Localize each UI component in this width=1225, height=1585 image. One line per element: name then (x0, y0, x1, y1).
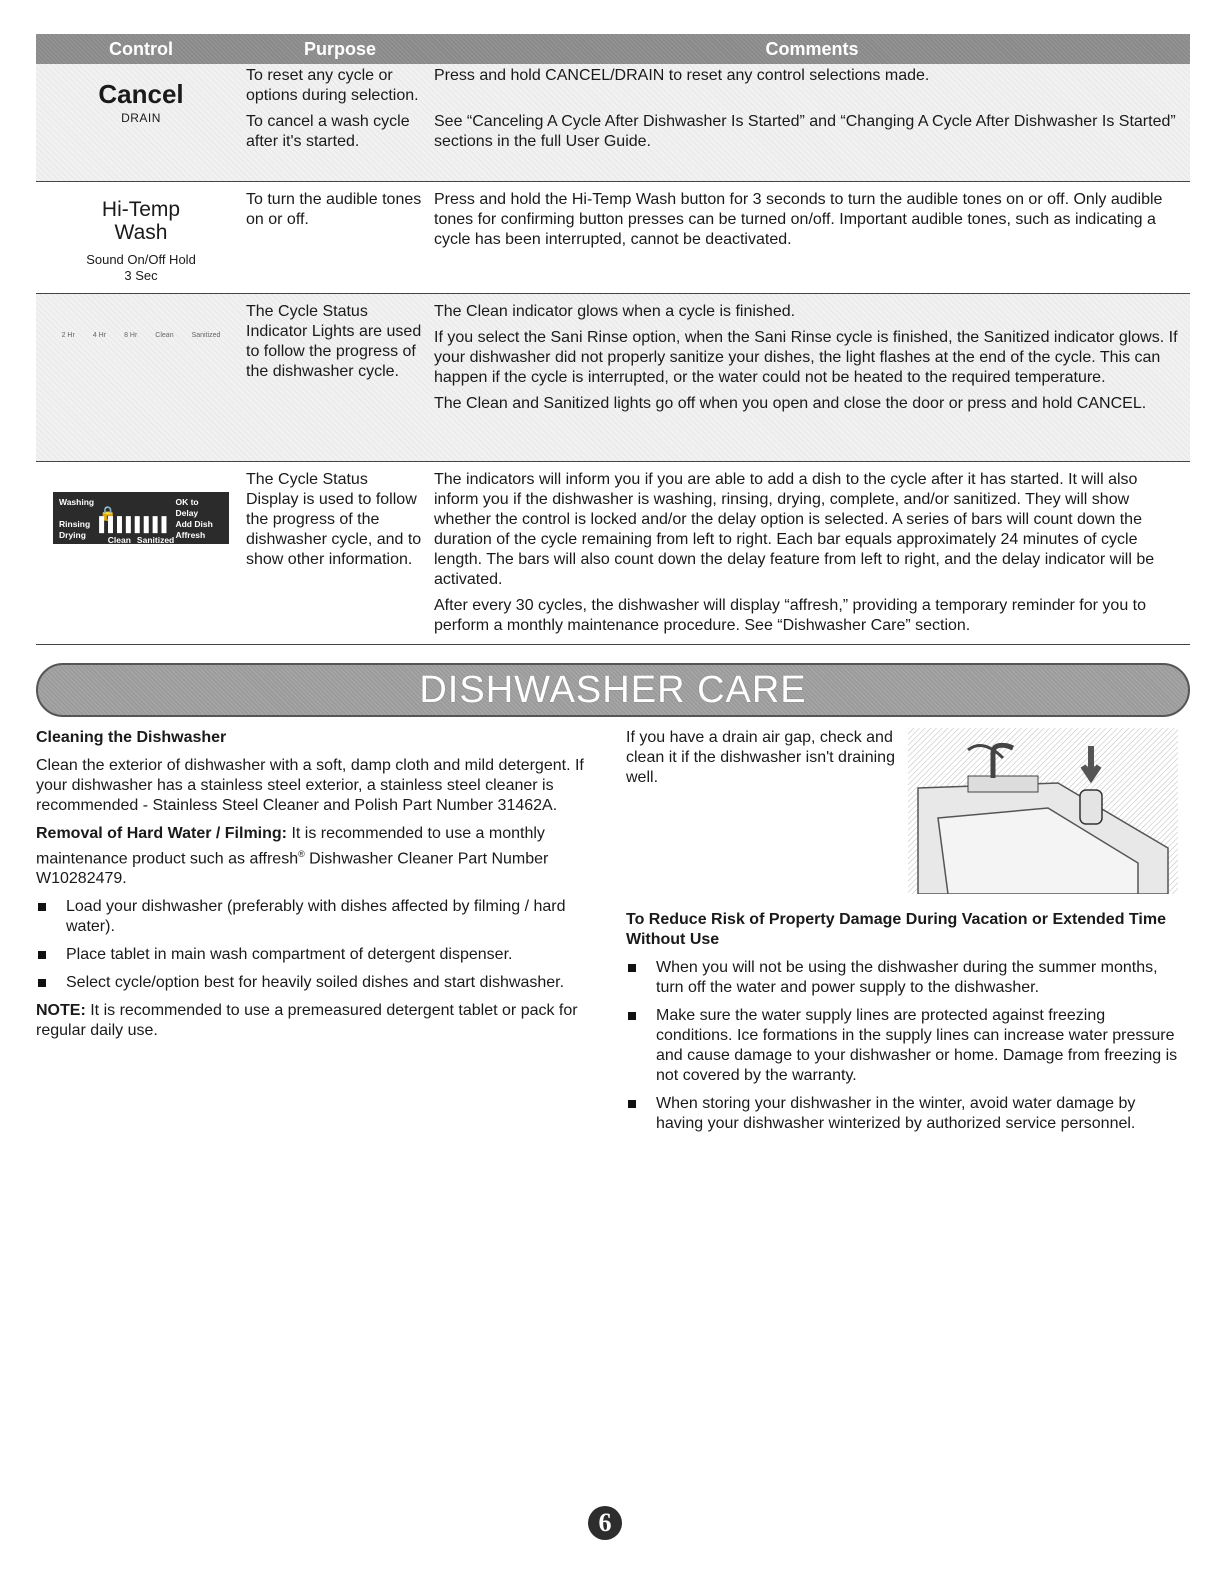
hard-water-para (36, 824, 596, 889)
comments-cell (434, 64, 1190, 181)
purpose-text: To turn the audible tones on or off. (246, 191, 422, 228)
hard-water-label: Removal of Hard Water / Filming: (36, 825, 287, 842)
table-row-indicator-lights (36, 294, 1190, 462)
cleaning-para: Clean the exterior of dishwasher with a soft, damp cloth and mild detergent. If your dishwasher has a stainless steel exterior, a stainless steel cleaner is recommended - Stainless Steel Cleaner and Polish Part Number 31462A. (36, 757, 584, 814)
list-item: Make sure the water supply lines are protected against freezing conditions. Ice formations in the supply lines can increase water pressure and cause damage to your dishwasher or home. Damage from freezing is not covered by the warranty. (626, 1006, 1186, 1086)
indicator-clean: Clean (155, 332, 174, 339)
purpose-text: To reset any cycle or options during selection. (246, 67, 419, 104)
header-comments: Comments (765, 38, 859, 59)
comments-cell (434, 182, 1190, 293)
display-affresh: Affresh (175, 530, 206, 540)
display-ok-to-delay: OK to Delay (175, 497, 199, 518)
table-row-hi-temp (36, 182, 1190, 294)
list-item: Select cycle/option best for heavily soiled dishes and start dishwasher. (36, 973, 596, 993)
care-right-column (626, 728, 1186, 1142)
display-bottom-labels (36, 530, 246, 550)
note-para (36, 1001, 596, 1041)
comment-text: See “Canceling A Cycle After Dishwasher Is Started” and “Changing A Cycle After Dishwasher Is Started” sections in the full User Guide. (434, 113, 1176, 150)
table-row-status-display (36, 462, 1190, 645)
list-item: Place tablet in main wash compartment of detergent dispenser. (36, 945, 596, 965)
comment-text: If you select the Sani Rinse option, when the Sani Rinse cycle is finished, the Sanitized indicator glows. If your dishwasher did not properly sanitize your dishes, the light flashes at the end of the cycle. This can happen if the cycle is interrupted, or the water could not be heated to the required temperature. (434, 329, 1178, 386)
indicator-lights (36, 326, 246, 346)
comment-text: The indicators will inform you if you are able to add a dish to the cycle after it has started. It will also inform you if the dishwasher is washing, rinsing, drying, complete, and/or sanitized. They will show whether the control is locked and/or the delay option is selected. A series of bars will count down the duration of the cycle remaining from left to right. Each bar equals approximately 24 minutes of cycle length. The bars will also count down the delay feature from left to right, and the delay indicator will be activated. (434, 471, 1155, 588)
control-cell (36, 64, 246, 181)
banner-title: DISHWASHER CARE (419, 668, 807, 711)
list-item: When storing your dishwasher in the winter, avoid water damage by having your dishwasher winterized by authorized service personnel. (626, 1094, 1186, 1134)
air-gap-text: If you have a drain air gap, check and clean it if the dishwasher isn't draining well. (626, 729, 895, 786)
hi-temp-control-sub: Sound On/Off Hold 3 Sec (86, 252, 196, 283)
cleaning-section (36, 728, 596, 1049)
cancel-control-name: Cancel (98, 79, 184, 109)
comments-cell (434, 462, 1190, 644)
hard-water-text-b: Dishwasher Cleaner Part Number W10282479. (36, 850, 549, 888)
table-row-cancel (36, 64, 1190, 182)
comment-text: Press and hold CANCEL/DRAIN to reset any control selections made. (434, 67, 930, 84)
display-clean: Clean (107, 535, 131, 545)
indicator-2hr: 2 Hr (61, 332, 75, 339)
display-drying: Drying (59, 530, 86, 540)
cancel-control-sub: DRAIN (121, 111, 161, 125)
section-banner (36, 663, 1190, 717)
purpose-cell (246, 462, 434, 644)
purpose-text: To cancel a wash cycle after it's started. (246, 113, 410, 150)
cleaning-heading: Cleaning the Dishwasher (36, 729, 227, 746)
control-table (36, 34, 1190, 645)
comment-text: The Clean and Sanitized lights go off when you open and close the door or press and hold CANCEL. (434, 395, 1147, 412)
indicator-sanitized: Sanitized (191, 332, 221, 339)
hard-water-steps (36, 897, 596, 993)
purpose-cell (246, 64, 434, 181)
header-control: Control (109, 38, 173, 59)
control-cell (36, 294, 246, 461)
header-purpose: Purpose (303, 38, 377, 59)
sink-air-gap-illustration (908, 728, 1178, 894)
note-text: It is recommended to use a premeasured detergent tablet or pack for regular daily use. (36, 1002, 578, 1040)
purpose-text: The Cycle Status Display is used to follow the progress of the dishwasher cycle, and to show other information. (246, 471, 422, 568)
comment-text: Press and hold the Hi-Temp Wash button for 3 seconds to turn the audible tones on or off. Only audible tones for confirming button presses can be turned on/off. Important audible tones, such as indicating a cycle has been interrupted, cannot be deactivated. (434, 191, 1163, 248)
list-item: Load your dishwasher (preferably with dishes affected by filming / hard water). (36, 897, 596, 937)
display-rinsing: Rinsing (59, 519, 91, 529)
control-cell (36, 182, 246, 293)
vacation-list (626, 958, 1186, 1134)
purpose-cell (246, 182, 434, 293)
list-item: When you will not be using the dishwasher during the summer months, turn off the water and power supply to the dishwasher. (626, 958, 1186, 998)
display-add-dish: Add Dish (175, 519, 213, 529)
hard-water-text-a: It is recommended to use a monthly maintenance product such as affresh (36, 825, 545, 868)
display-sanitized: Sanitized (136, 535, 175, 545)
air-gap-block (626, 728, 1186, 898)
comment-text: The Clean indicator glows when a cycle is finished. (434, 303, 796, 320)
table-header (36, 34, 1190, 64)
indicator-4hr: 4 Hr (92, 332, 107, 339)
indicator-8hr: 8 Hr (124, 332, 138, 339)
note-label: NOTE: (36, 1002, 86, 1020)
purpose-text: The Cycle Status Indicator Lights are used to follow the progress of the dishwasher cycle. (246, 303, 422, 380)
page-number: 6 (588, 1506, 622, 1540)
registered-mark: ® (298, 849, 305, 859)
display-washing: Washing (59, 497, 95, 507)
purpose-cell (246, 294, 434, 461)
vacation-heading: To Reduce Risk of Property Damage During Vacation or Extended Time Without Use (626, 911, 1166, 948)
display-bars: 🔒▌▌▌▌▌▌▌▌ (99, 505, 171, 532)
control-cell (36, 462, 246, 644)
comment-text: After every 30 cycles, the dishwasher will display “affresh,” providing a temporary reminder for you to perform a monthly maintenance procedure. See “Dishwasher Care” section. (434, 597, 1147, 634)
hi-temp-control-name: Hi-Temp Wash (101, 198, 181, 244)
comments-cell (434, 294, 1190, 461)
